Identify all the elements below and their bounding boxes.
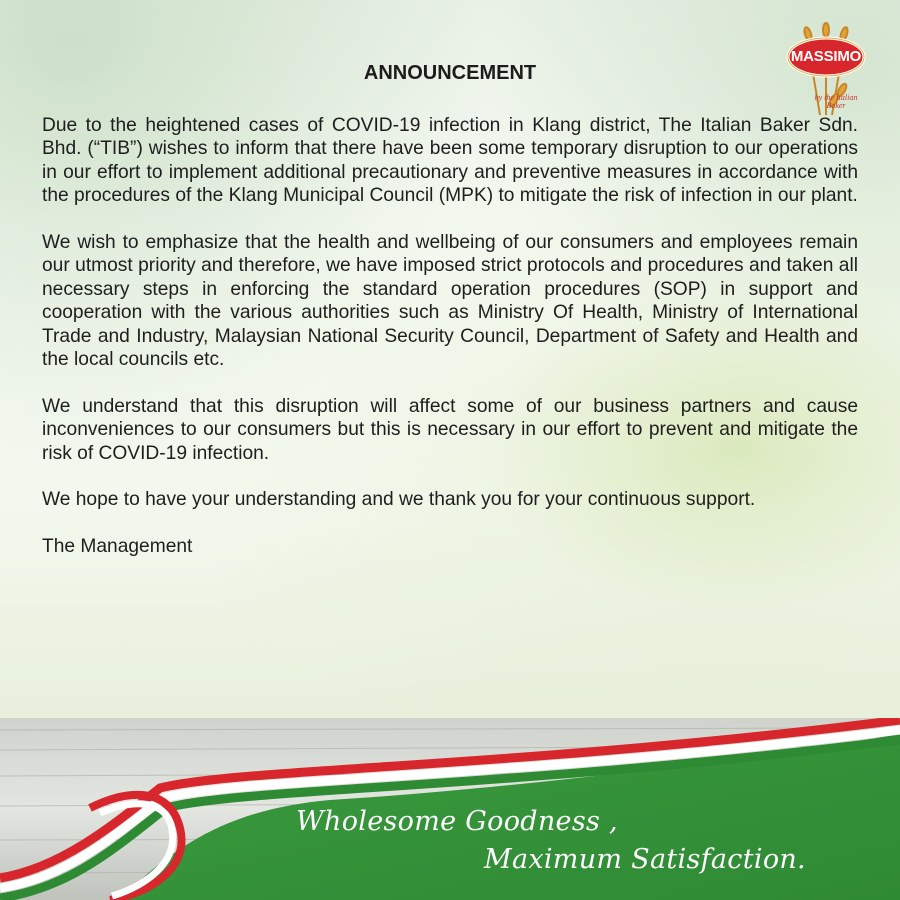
paragraph-3: We understand that this disruption will affect some of our business partners and cause inconveniences to our consumers but this is necessary in our effort to prevent and mitigate the risk of COVID-19 infection.: [42, 395, 858, 464]
announcement-body: [42, 114, 858, 559]
announcement-title: ANNOUNCEMENT: [363, 62, 537, 84]
paragraph-4: We hope to have your understanding and we thank you for your continuous support.: [42, 489, 756, 511]
logo-brand-text: MASSIMO: [790, 48, 862, 65]
paragraph-1: Due to the heightened cases of COVID-19 infection in Klang district, The Italian Baker Sdn. Bhd. (“TIB”) wishes to inform that there have been some temporary disruption to our operations in our effort to implement additional precautionary and preventive measures in accordance with the procedures of the Klang Municipal Council (MPK) to mitigate the risk of infection in our plant.: [42, 115, 858, 207]
slogan-line-2: Maximum Satisfaction.: [484, 844, 806, 875]
signature: The Management: [42, 536, 193, 558]
slogan-line-1: Wholesome Goodness ,: [296, 806, 618, 837]
logo-tagline: by the Italian Baker: [814, 93, 858, 110]
paragraph-2: We wish to emphasize that the health and wellbeing of our consumers and employees remain our utmost priority and therefore, we have imposed strict protocols and procedures and taken all necessary steps in enforcing the standard operation procedures (SOP) in support and cooperation with the various authorities such as Ministry Of Health, Ministry of International Trade and Industry, Malaysian National Security Council, Department of Safety and Health and the local councils etc.: [42, 232, 858, 371]
